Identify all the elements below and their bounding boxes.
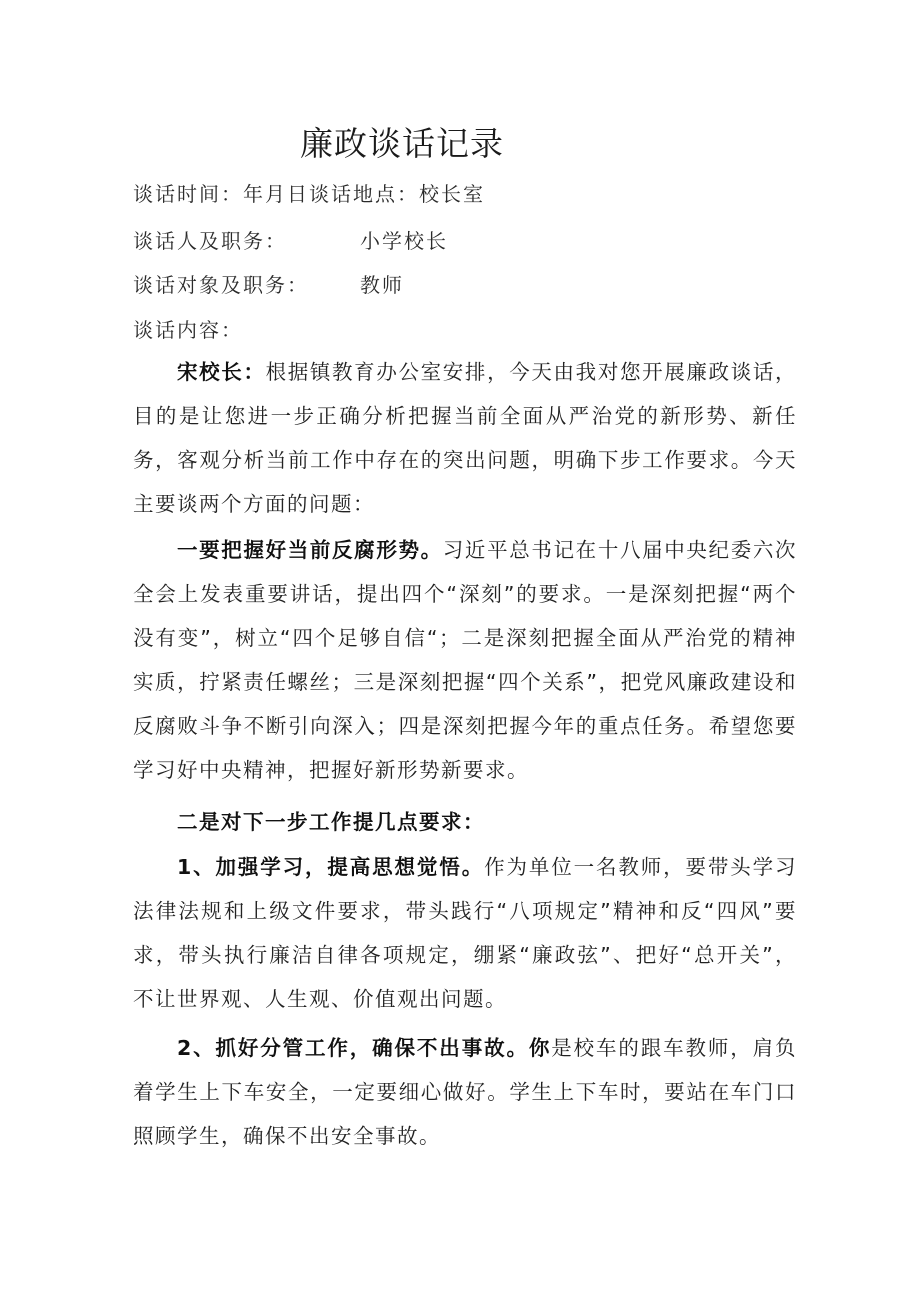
document-title: 廉政谈话记录 [300,124,504,163]
paragraph-requirements-heading [133,800,797,844]
paragraph-duty-text: 是校车的跟车教师，肩负着学生上下车安全，一定要细心做好。学生上下车时，要站在车门口照顾学生，确保不出安全事故。 [133,1036,798,1148]
meta-speaker-label: 谈话人及职务： [133,229,287,253]
paragraph-study-text: 作为单位一名教师，要带头学习法律法规和上级文件要求，带头践行“八项规定”精神和反“四风”要求，带头执行廉洁自律各项规定，绷紧“廉政弦”、把好“总开关”，不让世界观、人生观、价值观出问题。 [133,855,798,1011]
paragraph-requirements-lead: 二是对下一步工作提几点要求： [177,810,485,834]
paragraph-study [133,845,797,1021]
paragraph-anticorruption-text: 习近平总书记在十八届中央纪委六次全会上发表重要讲话，提出四个“深刻”的要求。一是深刻把握“两个没有变”，树立“四个足够自信“；二是深刻把握全面从严治党的精神实质，拧紧责任螺丝；三是深刻把握“四个关系”，把党风廉政建设和反腐败斗争不断引向深入；四是深刻把握今年的重点任务。希望您要学习好中央精神，把握好新形势新要求。 [133,538,798,782]
meta-speaker-value: 小学校长 [360,229,448,253]
paragraph-intro [133,350,797,526]
paragraph-anticorruption [133,528,797,792]
meta-target-value: 教师 [360,273,404,297]
paragraph-study-lead: 1、加强学习，提高思想觉悟。 [177,855,485,879]
paragraph-anticorruption-lead: 一要把握好当前反腐形势。 [177,538,443,562]
paragraph-duty [133,1026,797,1158]
meta-target-label: 谈话对象及职务： [133,273,309,297]
paragraph-intro-text: 根据镇教育办公室安排，今天由我对您开展廉政谈话，目的是让您进一步正确分析把握当前全面从严治党的新形势、新任务，客观分析当前工作中存在的突出问题，明确下步工作要求。今天主要谈两个方面的问题： [133,360,797,516]
paragraph-duty-lead: 2、抓好分管工作，确保不出事故。你 [177,1036,552,1060]
paragraph-intro-lead: 宋校长： [177,360,266,384]
meta-content-label: 谈话内容： [133,318,243,342]
meta-time-line: 谈话时间：年月日谈话地点：校长室 [133,182,485,206]
